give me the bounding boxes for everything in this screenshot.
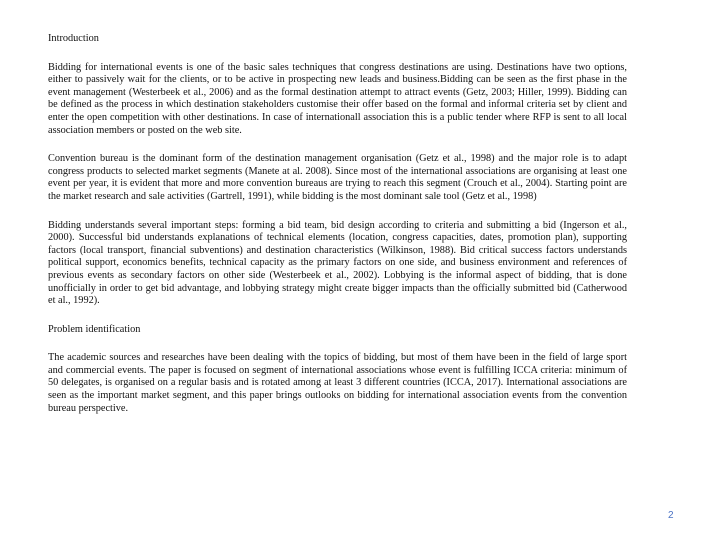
paragraph-bidding-intro: Bidding for international events is one of the basic sales techniques that congress destinations are using. Destinations have two options, either to passively wait for the clients, or to be active in prospecting new leads and business.Bidding can be seen as the first phase in the event management (Westerbeek et al., 2006) and as the formal destination attempt to attract events (Getz, 2003; Hiller, 1999). Bidding can be defined as the process in which destination stakeholders customise their offer based on the formal and informal criteria set by client and enter the open competition with other destinations. In case of internationall association this is a public tender where RFP is sent to all local association members or posted on the web site. [48, 61, 627, 136]
paragraph-bidding-steps: Bidding understands several important steps: forming a bid team, bid design according to criteria and submitting a bid (Ingerson et al., 2000). Successful bid understands explanations of technical elements (location, congress capacities, dates, promotion plan), supporting factors (local transport, financial subventions) and destination characteristics (Wilkinson, 1988). Bid critical success factors understands political support, economics benefits, technical capacity as the primary factors on one side, and business environment and references of previous events as secondary factors on other side (Westerbeek et al., 2002). Lobbying is the informal aspect of bidding, that is done unofficially in order to get bid advantage, and lobbying strategy might create bigger impacts than the officially submitted bid (Catherwood et al., 1992). [48, 219, 627, 307]
page-number: 2 [668, 510, 674, 521]
document-body [48, 33, 627, 431]
heading-problem-identification: Problem identification [48, 323, 141, 335]
paragraph-convention-bureau: Convention bureau is the dominant form of the destination management organisation (Getz et al., 1998) and the major role is to adapt congress products to selected market segments (Manete at al. 2008). Since most of the international associations are organising at least one event per year, it is evident that more and more convention bureaus are trying to reach this segment (Crouch et al., 2004). Starting point are the market research and sale activities (Gartrell, 1991), while bidding is the most dominant sale tool (Getz et al., 1998) [48, 153, 627, 202]
paragraph-problem: The academic sources and researches have been dealing with the topics of bidding, but most of them have been in the field of large sport and commercial events. The paper is focused on segment of international associations whose event is fulfilling ICCA criteria: minimum of 50 delegates, is organised on a regular basis and is rotated among at least 3 different countries (ICCA, 2017). International associations are seen as the important market segment, and this paper brings outlooks on bidding for international association events from the convention bureau perspective. [48, 352, 627, 414]
heading-introduction: Introduction [48, 33, 99, 44]
